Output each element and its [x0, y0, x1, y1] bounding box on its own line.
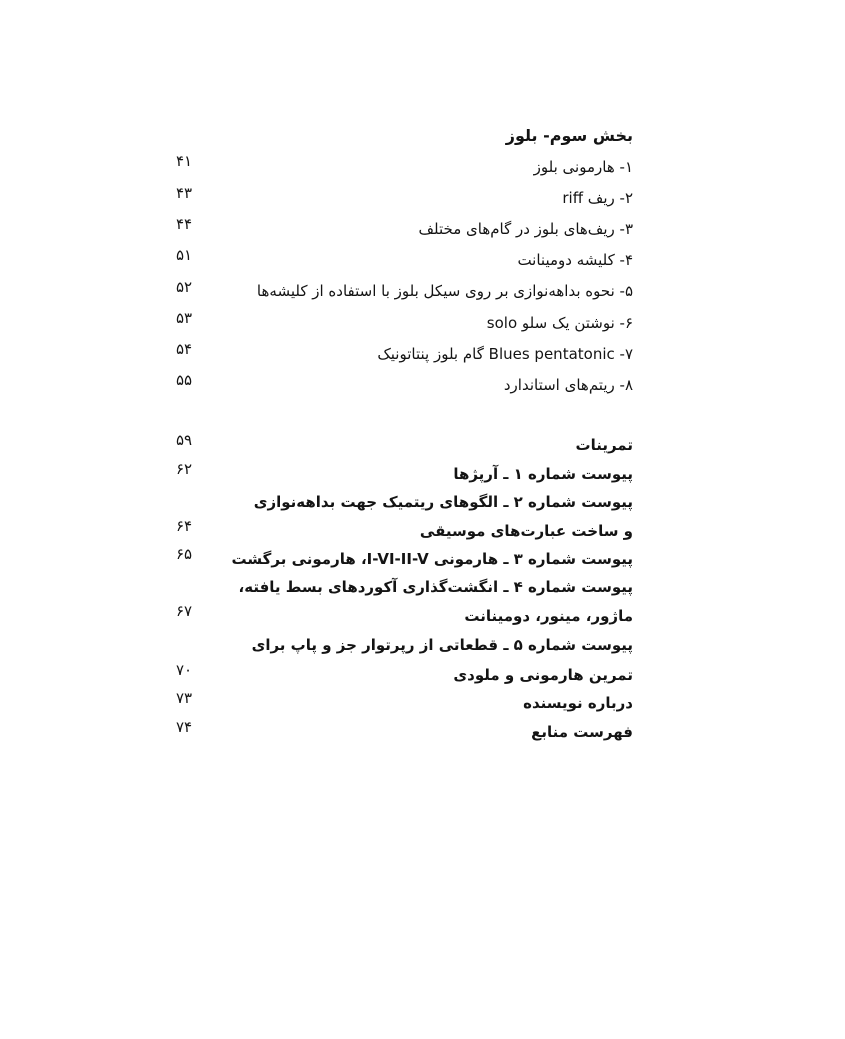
toc-appendix-2-line2[interactable]: و ساخت عبارت‌های موسیقی — [419, 522, 633, 540]
toc-sources[interactable]: فهرست منابع — [531, 723, 633, 741]
toc-exercises[interactable]: تمرینات — [575, 436, 633, 454]
toc-entry-7[interactable]: ۷- Blues pentatonic گام بلوز پنتاتونیک — [377, 345, 633, 363]
toc-page-7: ۵۴ — [175, 340, 193, 358]
toc-page-8: ۵۵ — [175, 371, 193, 389]
toc-appendix-5-line1[interactable]: پیوست شماره ۵ ـ قطعاتی از رپرتوار جز و پاپ برای — [251, 636, 633, 654]
toc-entry-8[interactable]: ۸- ریتم‌های استاندارد — [503, 376, 633, 394]
toc-exercises-page: ۵۹ — [175, 431, 193, 449]
toc-appendix-5-line2[interactable]: تمرین هارمونی و ملودی — [453, 666, 633, 684]
toc-entry-3[interactable]: ۳- ریف‌های بلوز در گام‌های مختلف — [418, 220, 633, 238]
toc-page-2: ۴۳ — [175, 184, 193, 202]
toc-appendix-3[interactable]: پیوست شماره ۳ ـ هارمونی I-VI-II-V، هارمونی برگشت — [231, 550, 633, 568]
toc-sources-page: ۷۴ — [175, 718, 193, 736]
toc-appendix-1[interactable]: پیوست شماره ۱ ـ آرپژها — [453, 465, 633, 483]
toc-page-3: ۴۴ — [175, 215, 193, 233]
toc-page-1: ۴۱ — [175, 152, 193, 170]
section-heading: بخش سوم- بلوز — [505, 126, 633, 145]
toc-about-author[interactable]: درباره نویسنده — [523, 694, 633, 712]
toc-appendix-2-line1[interactable]: پیوست شماره ۲ ـ الگوهای ریتمیک جهت بداهه‌نوازی — [253, 493, 633, 511]
toc-appendix-1-page: ۶۲ — [175, 460, 193, 478]
toc-entry-1[interactable]: ۱- هارمونی بلوز — [533, 158, 633, 176]
toc-appendix-4-line1[interactable]: پیوست شماره ۴ ـ انگشت‌گذاری آکوردهای بسط یافته، — [238, 578, 633, 596]
toc-page-4: ۵۱ — [175, 246, 193, 264]
toc-appendix-5-page: ۷۰ — [175, 661, 193, 679]
toc-entry-5[interactable]: ۵- نحوه بداهه‌نوازی بر روی سیکل بلوز با استفاده از کلیشه‌ها — [256, 282, 633, 300]
toc-entry-6[interactable]: ۶- نوشتن یک سلو solo — [486, 314, 633, 332]
toc-about-author-page: ۷۳ — [175, 689, 193, 707]
toc-page-5: ۵۲ — [175, 278, 193, 296]
toc-appendix-4-page: ۶۷ — [175, 602, 193, 620]
toc-appendix-2-page: ۶۴ — [175, 517, 193, 535]
toc-entry-2[interactable]: ۲- ریف riff — [562, 189, 633, 207]
toc-appendix-4-line2[interactable]: ماژور، مینور، دومینانت — [464, 607, 633, 625]
toc-page-6: ۵۳ — [175, 309, 193, 327]
toc-appendix-3-page: ۶۵ — [175, 545, 193, 563]
toc-entry-4[interactable]: ۴- کلیشه دومینانت — [517, 251, 633, 269]
